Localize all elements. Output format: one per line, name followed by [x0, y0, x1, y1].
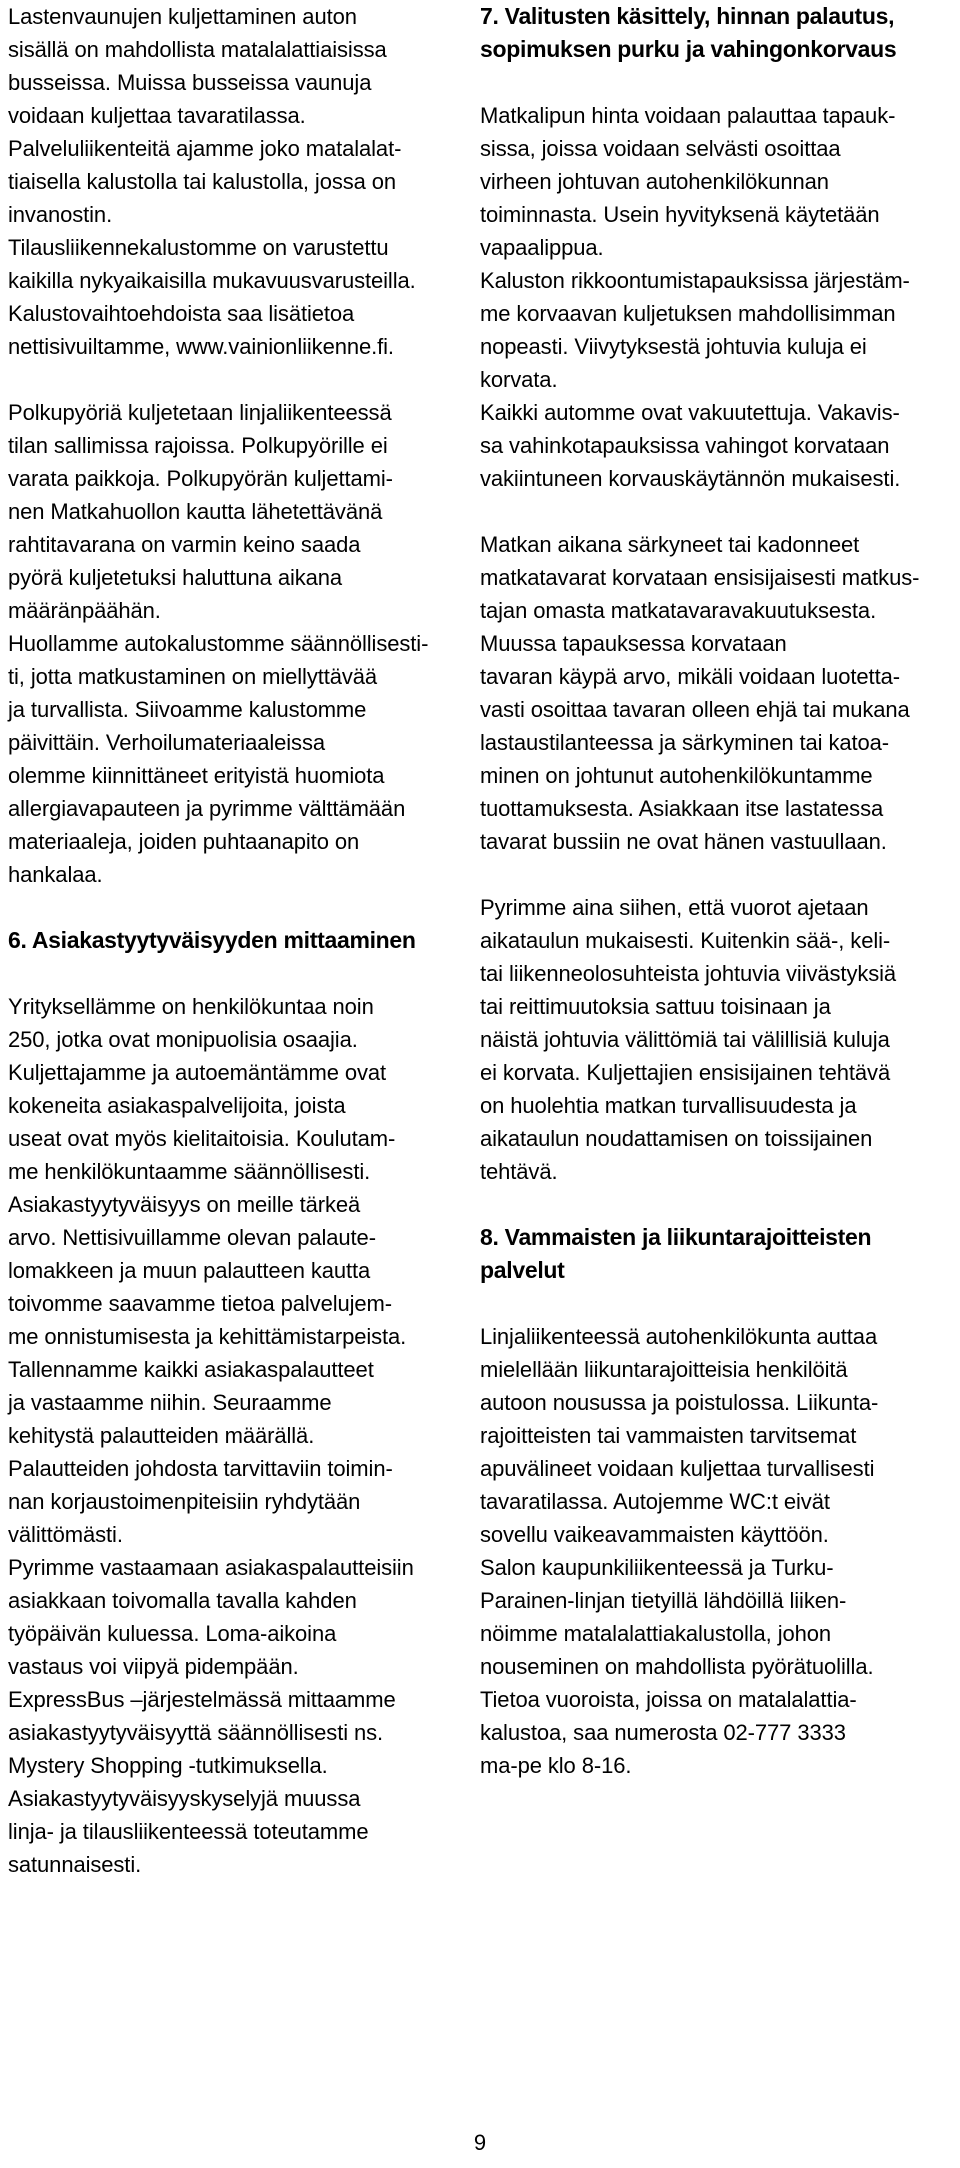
heading-line: 7. Valitusten käsittely, hinnan palautus,	[480, 3, 895, 29]
text-line: arvo. Nettisivuillamme olevan palaute-	[8, 1225, 376, 1250]
heading-line: sopimuksen purku ja vahingonkorvaus	[480, 36, 897, 62]
text-line: Asiakastyytyväisyyskyselyjä muussa	[8, 1786, 361, 1811]
text-line: päivittäin. Verhoilumateriaaleissa	[8, 730, 325, 755]
text-line: nöimme matalalattiakalustolla, johon	[480, 1621, 832, 1646]
text-line: Tallennamme kaikki asiakaspalautteet	[8, 1357, 374, 1382]
paragraph-gap	[480, 495, 952, 528]
text-line: sovellu vaikeavammaisten käyttöön.	[480, 1522, 829, 1547]
text-line: kehitystä palautteiden määrällä.	[8, 1423, 315, 1448]
text-line: Linjaliikenteessä autohenkilökunta auttaa	[480, 1324, 878, 1349]
section-7-heading	[480, 0, 952, 66]
text-line: me korvaavan kuljetuksen mahdollisimman	[480, 301, 896, 326]
text-line: olemme kiinnittäneet erityistä huomiota	[8, 763, 385, 788]
text-line: kokeneita asiakaspalvelijoita, joista	[8, 1093, 346, 1118]
text-line: tai reittimuutoksia sattuu toisinaan ja	[480, 994, 831, 1019]
text-line: Matkalipun hinta voidaan palauttaa tapauk-	[480, 103, 896, 128]
text-line: pyörä kuljetetuksi haluttuna aikana	[8, 565, 343, 590]
paragraph-gap	[8, 891, 470, 924]
paragraph-gap	[480, 858, 952, 891]
text-line: kaikilla nykyaikaisilla mukavuusvarusteilla.	[8, 268, 416, 293]
text-line: virheen johtuvan autohenkilökunnan	[480, 169, 829, 194]
text-line: Tietoa vuoroista, joissa on matalalattia-	[480, 1687, 857, 1712]
text-line: määränpäähän.	[8, 598, 161, 623]
text-line: Palveluliikenteitä ajamme joko matalalat-	[8, 136, 402, 161]
text-line: sa vahinkotapauksissa vahingot korvataan	[480, 433, 890, 458]
text-line: materiaaleja, joiden puhtaanapito on	[8, 829, 360, 854]
heading-line: 8. Vammaisten ja liikuntarajoitteisten	[480, 1224, 872, 1250]
text-line: Asiakastyytyväisyys on meille tärkeä	[8, 1192, 361, 1217]
text-line: Kaluston rikkoontumistapauksissa järjestäm-	[480, 268, 910, 293]
paragraph-lastenvaunut	[8, 0, 470, 363]
text-line: tavaran käypä arvo, mikäli voidaan luotetta-	[480, 664, 900, 689]
text-line: Pyrimme vastaamaan asiakaspalautteisiin	[8, 1555, 414, 1580]
section-6-heading: 6. Asiakastyytyväisyyden mittaaminen	[8, 927, 416, 953]
text-line: Salon kaupunkiliikenteessä ja Turku-	[480, 1555, 834, 1580]
paragraph-gap	[480, 66, 952, 99]
text-line: me onnistumisesta ja kehittämistarpeista.	[8, 1324, 407, 1349]
text-line: ja turvallista. Siivoamme kalustomme	[8, 697, 367, 722]
text-line: mielellään liikuntarajoitteisia henkilöitä	[480, 1357, 848, 1382]
text-line: asiakkaan toivomalla tavalla kahden	[8, 1588, 357, 1613]
text-line: vakiintuneen korvauskäytännön mukaisesti.	[480, 466, 901, 491]
text-line: tuottamuksesta. Asiakkaan itse lastatessa	[480, 796, 884, 821]
text-line: sissa, joissa voidaan selvästi osoittaa	[480, 136, 841, 161]
text-line: Tilausliikennekalustomme on varustettu	[8, 235, 389, 260]
text-line: hankalaa.	[8, 862, 103, 887]
text-line: nen Matkahuollon kautta lähetettävänä	[8, 499, 383, 524]
text-line: Kaikki automme ovat vakuutettuja. Vakavis-	[480, 400, 900, 425]
text-line: työpäivän kuluessa. Loma-aikoina	[8, 1621, 337, 1646]
text-line: tavaratilassa. Autojemme WC:t eivät	[480, 1489, 830, 1514]
text-line: satunnaisesti.	[8, 1852, 142, 1877]
section-7-paragraph-aikataulu	[480, 891, 952, 1188]
text-line: ja vastaamme niihin. Seuraamme	[8, 1390, 332, 1415]
text-line: Yrityksellämme on henkilökuntaa noin	[8, 994, 374, 1019]
page-number: 9	[473, 2130, 487, 2155]
text-line: invanostin.	[8, 202, 113, 227]
text-line: Pyrimme aina siihen, että vuorot ajetaan	[480, 895, 869, 920]
heading-line: palvelut	[480, 1257, 565, 1283]
text-line: toiminnasta. Usein hyvityksenä käytetään	[480, 202, 880, 227]
text-line: vapaalippua.	[480, 235, 604, 260]
text-line: nopeasti. Viivytyksestä johtuvia kuluja ei	[480, 334, 867, 359]
text-line: Palautteiden johdosta tarvittaviin toimin-	[8, 1456, 393, 1481]
text-line: näistä johtuvia välittömiä tai välillisiä kuluja	[480, 1027, 890, 1052]
section-6-body	[8, 990, 470, 1881]
text-line: rajoitteisten tai vammaisten tarvitsemat	[480, 1423, 857, 1448]
text-line: autoon nousussa ja poistulossa. Liikunta-	[480, 1390, 879, 1415]
text-line: ma-pe klo 8-16.	[480, 1753, 632, 1778]
text-line: voidaan kuljettaa tavaratilassa.	[8, 103, 306, 128]
text-line: Kuljettajamme ja autoemäntämme ovat	[8, 1060, 387, 1085]
text-line: toivomme saavamme tietoa palvelujem-	[8, 1291, 392, 1316]
text-line: useat ovat myös kielitaitoisia. Koulutam-	[8, 1126, 396, 1151]
paragraph-gap	[8, 363, 470, 396]
text-line: tai liikenneolosuhteista johtuvia viivästyksiä	[480, 961, 897, 986]
text-line: on huolehtia matkan turvallisuudesta ja	[480, 1093, 857, 1118]
text-line: Matkan aikana särkyneet tai kadonneet	[480, 532, 860, 557]
text-line: me henkilökuntaamme säännöllisesti.	[8, 1159, 371, 1184]
text-line: Mystery Shopping -tutkimuksella.	[8, 1753, 328, 1778]
text-line: tilan sallimissa rajoissa. Polkupyörille ei	[8, 433, 388, 458]
section-7-paragraph-matkatavarat	[480, 528, 952, 858]
text-line: Parainen-linjan tietyillä lähdöillä liiken-	[480, 1588, 847, 1613]
text-line: välittömästi.	[8, 1522, 123, 1547]
text-line: allergiavapauteen ja pyrimme välttämään	[8, 796, 406, 821]
text-line: aikataulun noudattamisen on toissijainen	[480, 1126, 873, 1151]
text-line: nan korjaustoimenpiteisiin ryhdytään	[8, 1489, 361, 1514]
text-line: aikataulun mukaisesti. Kuitenkin sää-, keli-	[480, 928, 891, 953]
text-line: korvata.	[480, 367, 558, 392]
text-line: ei korvata. Kuljettajien ensisijainen tehtävä	[480, 1060, 891, 1085]
section-7-paragraph-hinnan-palautus	[480, 99, 952, 495]
left-column	[8, 0, 470, 1881]
paragraph-gap	[8, 957, 470, 990]
text-line: tavarat bussiin ne ovat hänen vastuullaan.	[480, 829, 887, 854]
text-line: ExpressBus –järjestelmässä mittaamme	[8, 1687, 396, 1712]
paragraph-gap	[480, 1287, 952, 1320]
text-line: Kalustovaihtoehdoista saa lisätietoa	[8, 301, 355, 326]
text-line: busseissa. Muissa busseissa vaunuja	[8, 70, 372, 95]
section-8-heading	[480, 1221, 952, 1287]
text-line: ti, jotta matkustaminen on miellyttävää	[8, 664, 378, 689]
text-line: 250, jotka ovat monipuolisia osaajia.	[8, 1027, 358, 1052]
text-line: kalustoa, saa numerosta 02-777 3333	[480, 1720, 846, 1745]
text-line: varata paikkoja. Polkupyörän kuljettami-	[8, 466, 393, 491]
text-line: tehtävä.	[480, 1159, 558, 1184]
text-line: matkatavarat korvataan ensisijaisesti matkus-	[480, 565, 920, 590]
paragraph-polkupyorat	[8, 396, 470, 891]
text-line: Muussa tapauksessa korvataan	[480, 631, 787, 656]
text-line: asiakastyytyväisyyttä säännöllisesti ns.	[8, 1720, 384, 1745]
right-column	[480, 0, 952, 1782]
text-line: rahtitavarana on varmin keino saada	[8, 532, 361, 557]
text-line: nettisivuiltamme, www.vainionliikenne.fi.	[8, 334, 394, 359]
text-line: minen on johtunut autohenkilökuntamme	[480, 763, 873, 788]
text-line: apuvälineet voidaan kuljettaa turvallisesti	[480, 1456, 875, 1481]
text-line: vastaus voi viipyä pidempään.	[8, 1654, 299, 1679]
text-line: Lastenvaunujen kuljettaminen auton	[8, 4, 357, 29]
text-line: sisällä on mahdollista matalalattiaisissa	[8, 37, 387, 62]
text-line: tiaisella kalustolla tai kalustolla, jossa on	[8, 169, 397, 194]
text-line: nouseminen on mahdollista pyörätuolilla.	[480, 1654, 874, 1679]
text-line: lastaustilanteessa ja särkyminen tai katoa-	[480, 730, 890, 755]
section-8-body	[480, 1320, 952, 1782]
text-line: tajan omasta matkatavaravakuutuksesta.	[480, 598, 877, 623]
text-line: Huollamme autokalustomme säännöllisesti-	[8, 631, 429, 656]
text-line: vasti osoittaa tavaran olleen ehjä tai mukana	[480, 697, 910, 722]
text-line: lomakkeen ja muun palautteen kautta	[8, 1258, 371, 1283]
text-line: Polkupyöriä kuljetetaan linjaliikenteessä	[8, 400, 392, 425]
paragraph-gap	[480, 1188, 952, 1221]
text-line: linja- ja tilausliikenteessä toteutamme	[8, 1819, 369, 1844]
